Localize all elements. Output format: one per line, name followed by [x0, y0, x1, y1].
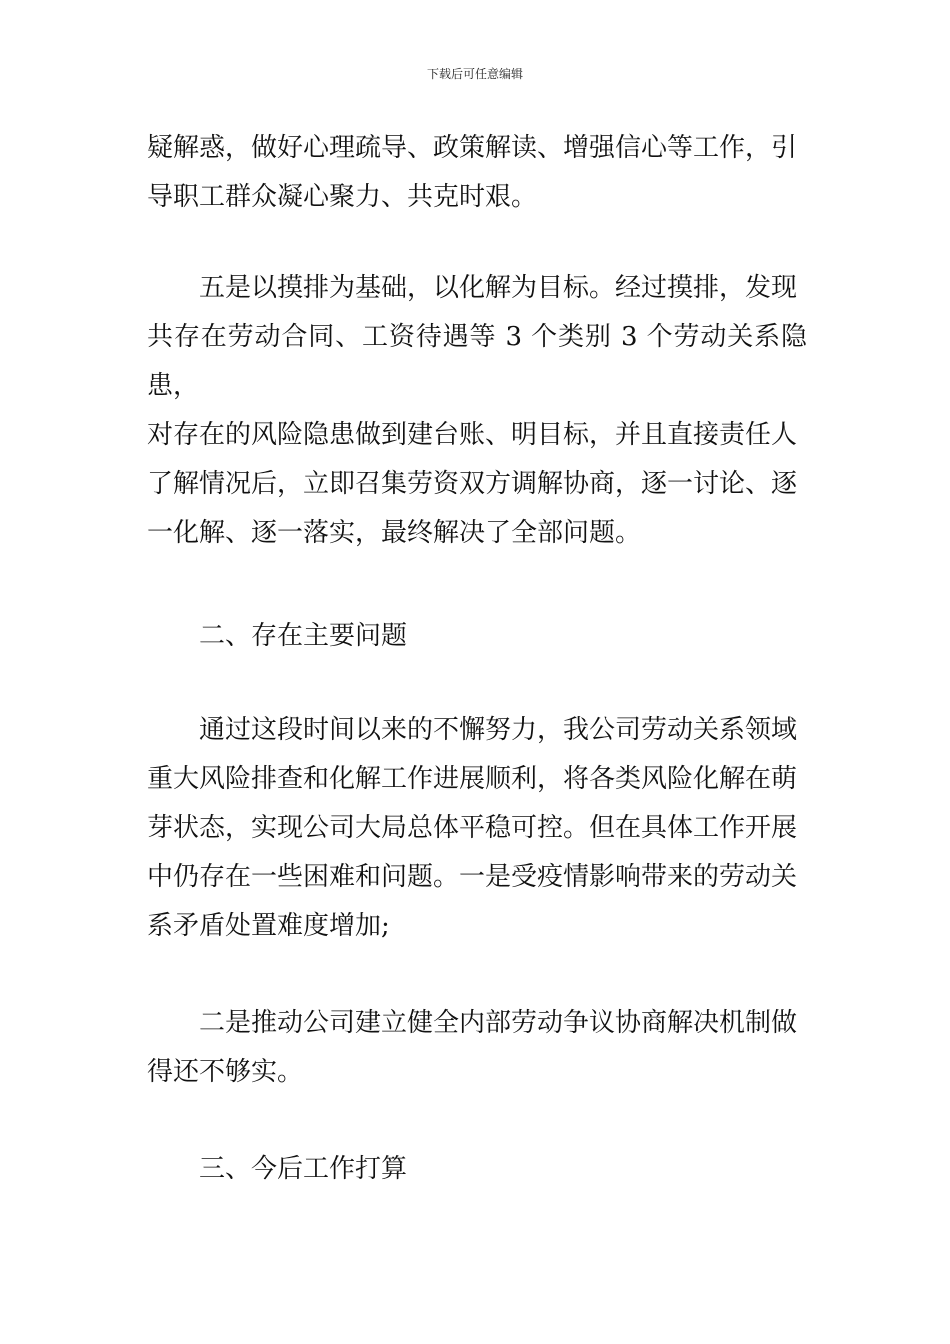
- text-line: 得还不够实。: [147, 1057, 304, 1087]
- text-line: 中仍存在一些困难和问题。一是受疫情影响带来的劳动关: [147, 862, 798, 892]
- text-line: 芽状态，实现公司大局总体平稳可控。但在具体工作开展: [147, 813, 798, 843]
- text-line: 一化解、逐一落实，最终解决了全部问题。: [147, 518, 642, 548]
- text-line: 重大风险排查和化解工作进展顺利，将各类风险化解在萌: [147, 764, 798, 794]
- paragraph-point-two: [147, 999, 807, 1097]
- text-line: 疑解惑，做好心理疏导、政策解读、增强信心等工作，引: [147, 133, 798, 163]
- section-heading-problems: [147, 612, 807, 661]
- text-line: 通过这段时间以来的不懈努力，我公司劳动关系领域: [199, 715, 798, 745]
- text-line: 共存在劳动合同、工资待遇等 3 个类别 3 个劳动关系隐患，: [147, 322, 807, 401]
- section-heading-plans: [147, 1145, 807, 1194]
- document-body: [147, 124, 807, 1244]
- paragraph-problems: [147, 706, 807, 951]
- text-line: 系矛盾处置难度增加;: [147, 911, 390, 941]
- text-line: 对存在的风险隐患做到建台账、明目标，并且直接责任人: [147, 420, 798, 450]
- text-line: 二是推动公司建立健全内部劳动争议协商解决机制做: [199, 1008, 798, 1038]
- paragraph-continuation: [147, 124, 807, 222]
- text-line: 三、今后工作打算: [199, 1154, 408, 1184]
- text-line: 二、存在主要问题: [199, 621, 408, 651]
- paragraph-point-five: [147, 264, 807, 558]
- text-line: 了解情况后，立即召集劳资双方调解协商，逐一讨论、逐: [147, 469, 798, 499]
- text-line: 五是以摸排为基础，以化解为目标。经过摸排，发现: [199, 273, 798, 303]
- text-line: 导职工群众凝心聚力、共克时艰。: [147, 182, 538, 212]
- page-header: 下载后可任意编辑: [426, 67, 523, 81]
